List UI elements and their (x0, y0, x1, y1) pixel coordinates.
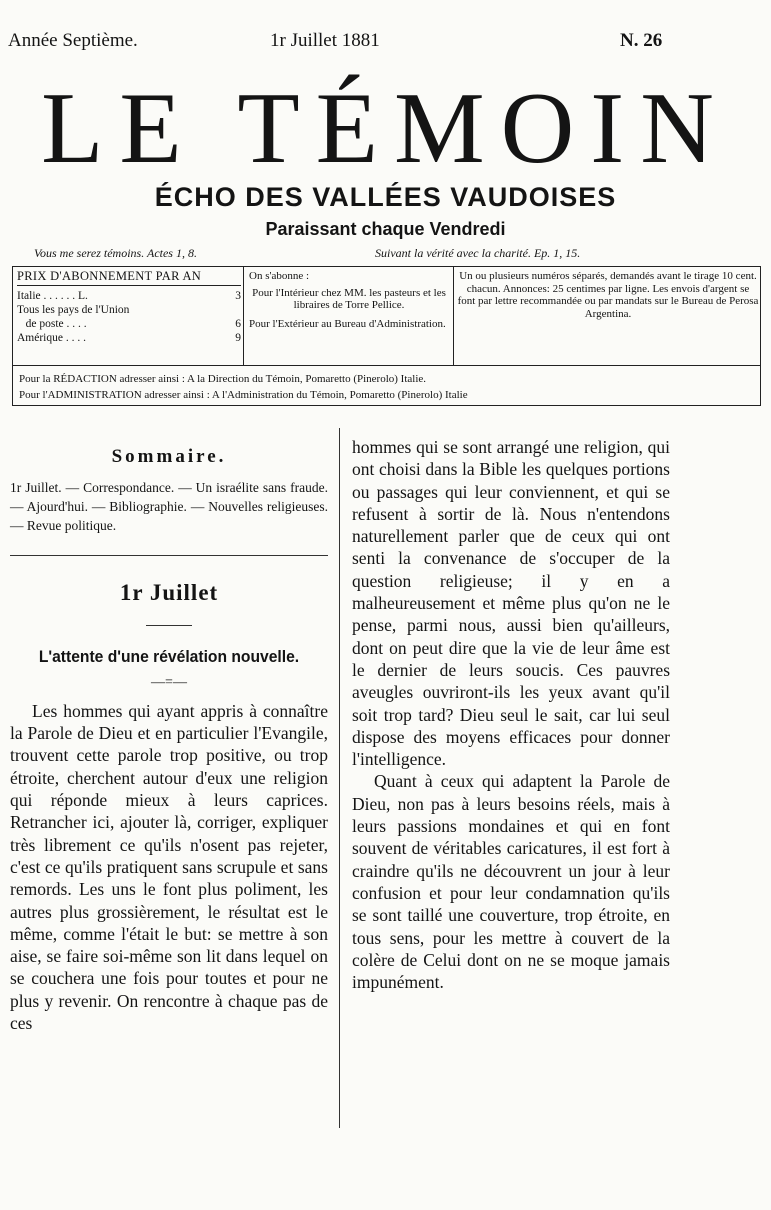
subscription-prices (17, 270, 241, 345)
motto-left: Vous me serez témoins. Actes 1, 8. (34, 246, 197, 260)
newspaper-title: LE TÉMOIN (41, 72, 730, 185)
article-paragraph: Quant à ceux qui adaptent la Parole de Dieu, non pas à leurs besoins réels, mais à leurs passions mondaines et qui en font souvent de véritables caricatures, il est fort à craindre qu'ils ne découvrent un jour à leur confusion et pour leur condamnation qu'ils se sont taillé une couverture, trop étroite, en tous sens, pour les mettre à couvert de la colère de Celui dont on ne se moque jamais impunément. (352, 771, 670, 993)
column-divider (339, 428, 340, 1128)
newspaper-subtitle: ÉCHO DES VALLÉES VAUDOISES (154, 182, 617, 212)
right-column (352, 436, 670, 993)
subscription-where (249, 270, 449, 330)
price-row (17, 331, 241, 345)
price-row (17, 303, 241, 317)
ornament-rule: —=— (151, 674, 187, 690)
left-column (10, 436, 328, 1034)
where-interior: Pour l'Intérieur chez MM. les pasteurs et les libraires de Torre Pellice. (252, 286, 446, 311)
article-paragraph: Les hommes qui ayant appris à connaître la Parole de Dieu et en particulier l'Evangile, trouvent cette parole trop positive, ou trop étroite, cherchent autour d'eux une religion qui réponde mieux à leurs caprices. Retrancher ici, ajouter là, corriger, expliquer très librement ce qu'ils n'osent pas rejeter, c'est ce qu'ils pratiquent sans scrupule et sans remords. Les uns le font plus poliment, les autres plus grossièrement, le résultat est le même, comme l'était le but: se mettre à son aise, se faire soi-même son lit dans lequel on se couchera une fois pour toutes et pour ne plus y revenir. On rencontre à chaque pas de ces (10, 700, 328, 1034)
where-heading: On s'abonne : (249, 270, 310, 282)
prices-heading: PRIX D'ABONNEMENT PAR AN (17, 270, 241, 286)
advertising-info: Un ou plusieurs numéros séparés, demandés avant le tirage 10 cent. chacun. Annonces: 25 centimes par ligne. Les envois d'argent se font par lettre recommandée ou par mandats sur le Bureau de Perosa Argentina. (457, 270, 759, 320)
box-divider (453, 267, 454, 365)
address-redaction: Pour la RÉDACTION adresser ainsi : A la Direction du Témoin, Pomaretto (Pinerolo) Italie. (19, 373, 427, 385)
price-value: 6 (235, 317, 241, 330)
price-label: Amérique . . . . (17, 331, 86, 344)
price-row (17, 317, 241, 331)
article-subtitle: L'attente d'une révélation nouvelle. (38, 646, 300, 666)
issue-date: 1r Juillet 1881 (270, 30, 380, 51)
where-exterior: Pour l'Extérieur au Bureau d'Administration. (249, 317, 446, 330)
volume-label: Année Septième. (8, 30, 138, 51)
title-rule (146, 625, 192, 626)
price-label: de poste . . . . (17, 317, 87, 330)
section-rule (10, 555, 328, 556)
price-value: 9 (235, 331, 241, 344)
subscription-info-box (12, 266, 761, 406)
address-administration: Pour l'ADMINISTRATION adresser ainsi : A l'Administration du Témoin, Pomaretto (Pinerolo) Italie (19, 389, 468, 401)
price-row (17, 289, 241, 303)
issue-number: N. 26 (620, 30, 663, 51)
price-label: Italie . . . . . . L. (17, 289, 88, 302)
motto-right: Suivant la vérité avec la charité. Ep. 1, 15. (375, 246, 581, 260)
box-divider (243, 267, 244, 365)
price-value: 3 (235, 289, 241, 302)
article-paragraph: hommes qui se sont arrangé une religion, qui ont choisi dans la Bible les quelques portions ou passages qui leur conviennent, et qui se refusent à sortir de là. Nous n'entendons naturellement parler que de ceux qui ont senti la convenance de s'occuper de la question religieuse; il y en a malheureusement et même plus qu'on ne le pense, parmi nous, aussi bien qu'ailleurs, dont on peut dire que la vie de leur âme est le dernier de leurs soucis. Ces pauvres aveugles ouvriront-ils les yeux avant qu'il soit trop tard? Dieu seul le sait, car lui seul dispose des moyens efficaces pour donner l'intelligence. (352, 437, 670, 770)
price-label: Tous les pays de l'Union (17, 303, 130, 316)
publication-frequency: Paraissant chaque Vendredi (265, 219, 506, 239)
summary-text: 1r Juillet. — Correspondance. — Un israélite sans fraude. — Ajourd'hui. — Bibliographie. — Nouvelles religieuses. — Revue politique. (10, 480, 328, 534)
summary-heading: Sommaire. (111, 446, 227, 467)
article-title: 1r Juillet (119, 580, 219, 606)
box-divider (13, 365, 760, 366)
